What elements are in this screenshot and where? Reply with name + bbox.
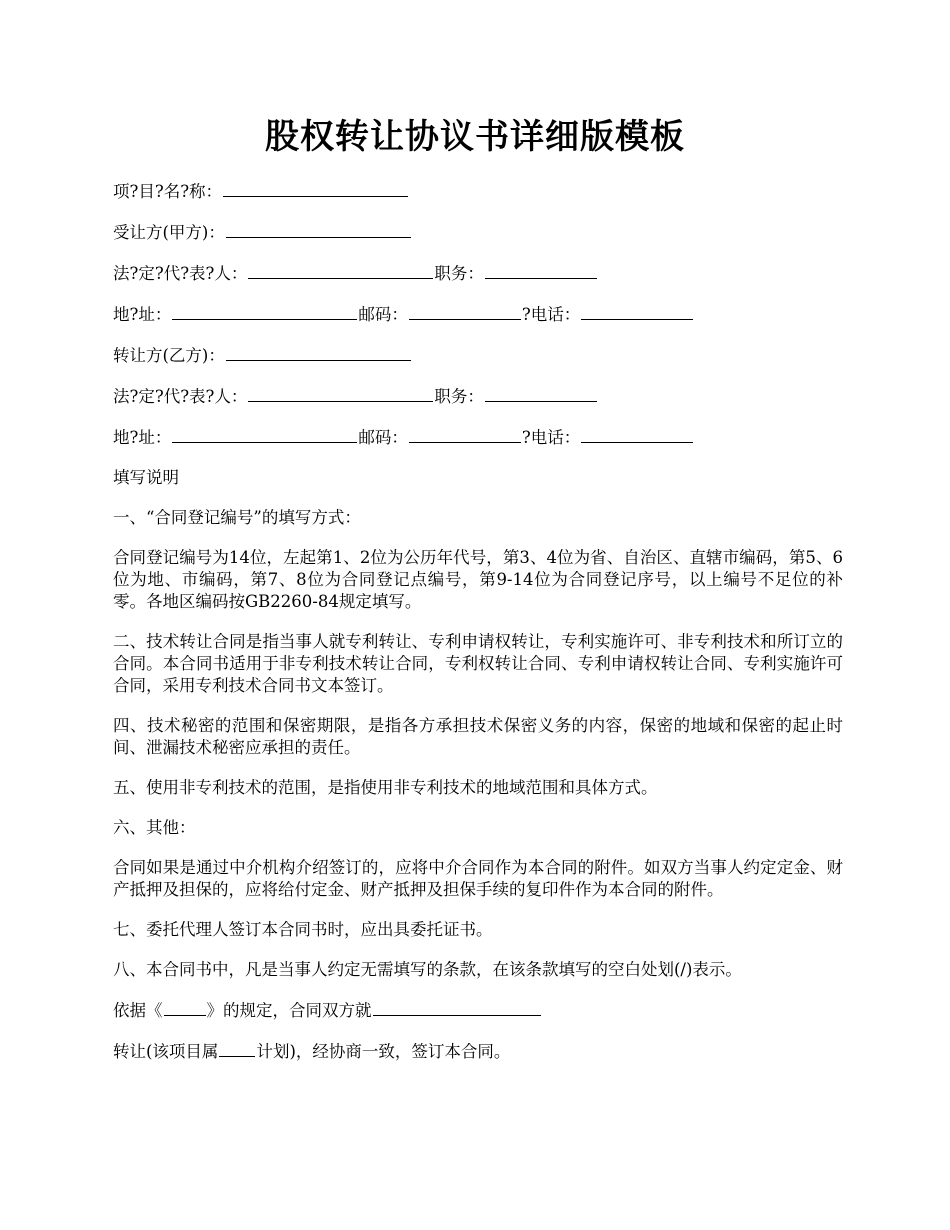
instruction-4: 四、技术秘密的范围和保密期限，是指各方承担技术保密义务的内容，保密的地域和保密的起止时间、泄漏技术秘密应承担的责任。 [113, 716, 843, 757]
legal-rep-label: 法?定?代?表?人： [113, 387, 248, 406]
transfer-row [113, 1040, 843, 1063]
address-blank [172, 303, 357, 320]
legal-rep-row-2 [113, 385, 843, 408]
project-name-row [113, 180, 843, 203]
basis-prefix: 依据《 [113, 1001, 163, 1020]
legal-rep-blank [248, 262, 433, 279]
position-blank [485, 385, 597, 402]
instruction-8: 八、本合同书中，凡是当事人约定无需填写的条款，在该条款填写的空白处划(/)表示。 [113, 960, 742, 979]
plan-blank [219, 1040, 255, 1057]
postcode-label: 邮码： [358, 305, 408, 324]
postcode-blank [409, 303, 521, 320]
document-title: 股权转让协议书详细版模板 [265, 117, 685, 157]
transferee-row [113, 221, 843, 244]
address-label: 地?址： [113, 428, 172, 447]
transferee-label: 受让方(甲方)： [113, 223, 225, 242]
document-body [113, 180, 843, 1081]
transfer-prefix: 转让(该项目属 [113, 1042, 219, 1061]
instruction-6-heading: 六、其他： [113, 818, 196, 837]
law-name-blank [164, 999, 206, 1016]
basis-row [113, 999, 843, 1022]
subject-blank [373, 999, 541, 1016]
legal-rep-label: 法?定?代?表?人： [113, 264, 248, 283]
instructions-heading: 填写说明 [113, 468, 179, 487]
transferor-label: 转让方(乙方)： [113, 346, 225, 365]
instruction-5: 五、使用非专利技术的范围，是指使用非专利技术的地域范围和具体方式。 [113, 778, 658, 797]
phone-label: ?电话： [521, 305, 581, 324]
position-label: 职务： [434, 264, 484, 283]
postcode-label: 邮码： [358, 428, 408, 447]
instruction-7: 七、委托代理人签订本合同书时，应出具委托证书。 [113, 920, 493, 939]
transfer-suffix: 计划)，经协商一致，签订本合同。 [256, 1042, 511, 1061]
instruction-2: 二、技术转让合同是指当事人就专利转让、专利申请权转让，专利实施许可、非专利技术和所订立的合同。本合同书适用于非专利技术转让合同，专利权转让合同、专利申请权转让合同、专利实施许可合同，采用专利技术合同书文本签订。 [113, 632, 843, 695]
project-name-label: 项?目?名?称： [113, 182, 223, 201]
legal-rep-blank [248, 385, 433, 402]
transferee-blank [226, 221, 411, 238]
instruction-1-heading: 一、“合同登记编号”的填写方式： [113, 508, 361, 527]
phone-label: ?电话： [521, 428, 581, 447]
basis-middle: 》的规定，合同双方就 [206, 1001, 372, 1020]
project-name-blank [223, 180, 408, 197]
transferor-blank [226, 344, 411, 361]
address-label: 地?址： [113, 305, 172, 324]
position-label: 职务： [434, 387, 484, 406]
postcode-blank [409, 426, 521, 443]
phone-blank [581, 426, 693, 443]
address-row-2 [113, 426, 843, 449]
address-blank [172, 426, 357, 443]
transferor-row [113, 344, 843, 367]
legal-rep-row-1 [113, 262, 843, 285]
instruction-1-body: 合同登记编号为14位，左起第1、2位为公历年代号，第3、4位为省、自治区、直辖市编码，第5、6位为地、市编码，第7、8位为合同登记点编号，第9-14位为合同登记序号，以上编号不足位的补零。各地区编码按GB2260-84规定填写。 [113, 548, 843, 611]
address-row-1 [113, 303, 843, 326]
phone-blank [581, 303, 693, 320]
position-blank [485, 262, 597, 279]
instruction-6-body: 合同如果是通过中介机构介绍签订的，应将中介合同作为本合同的附件。如双方当事人约定定金、财产抵押及担保的，应将给付定金、财产抵押及担保手续的复印件作为本合同的附件。 [113, 858, 843, 899]
